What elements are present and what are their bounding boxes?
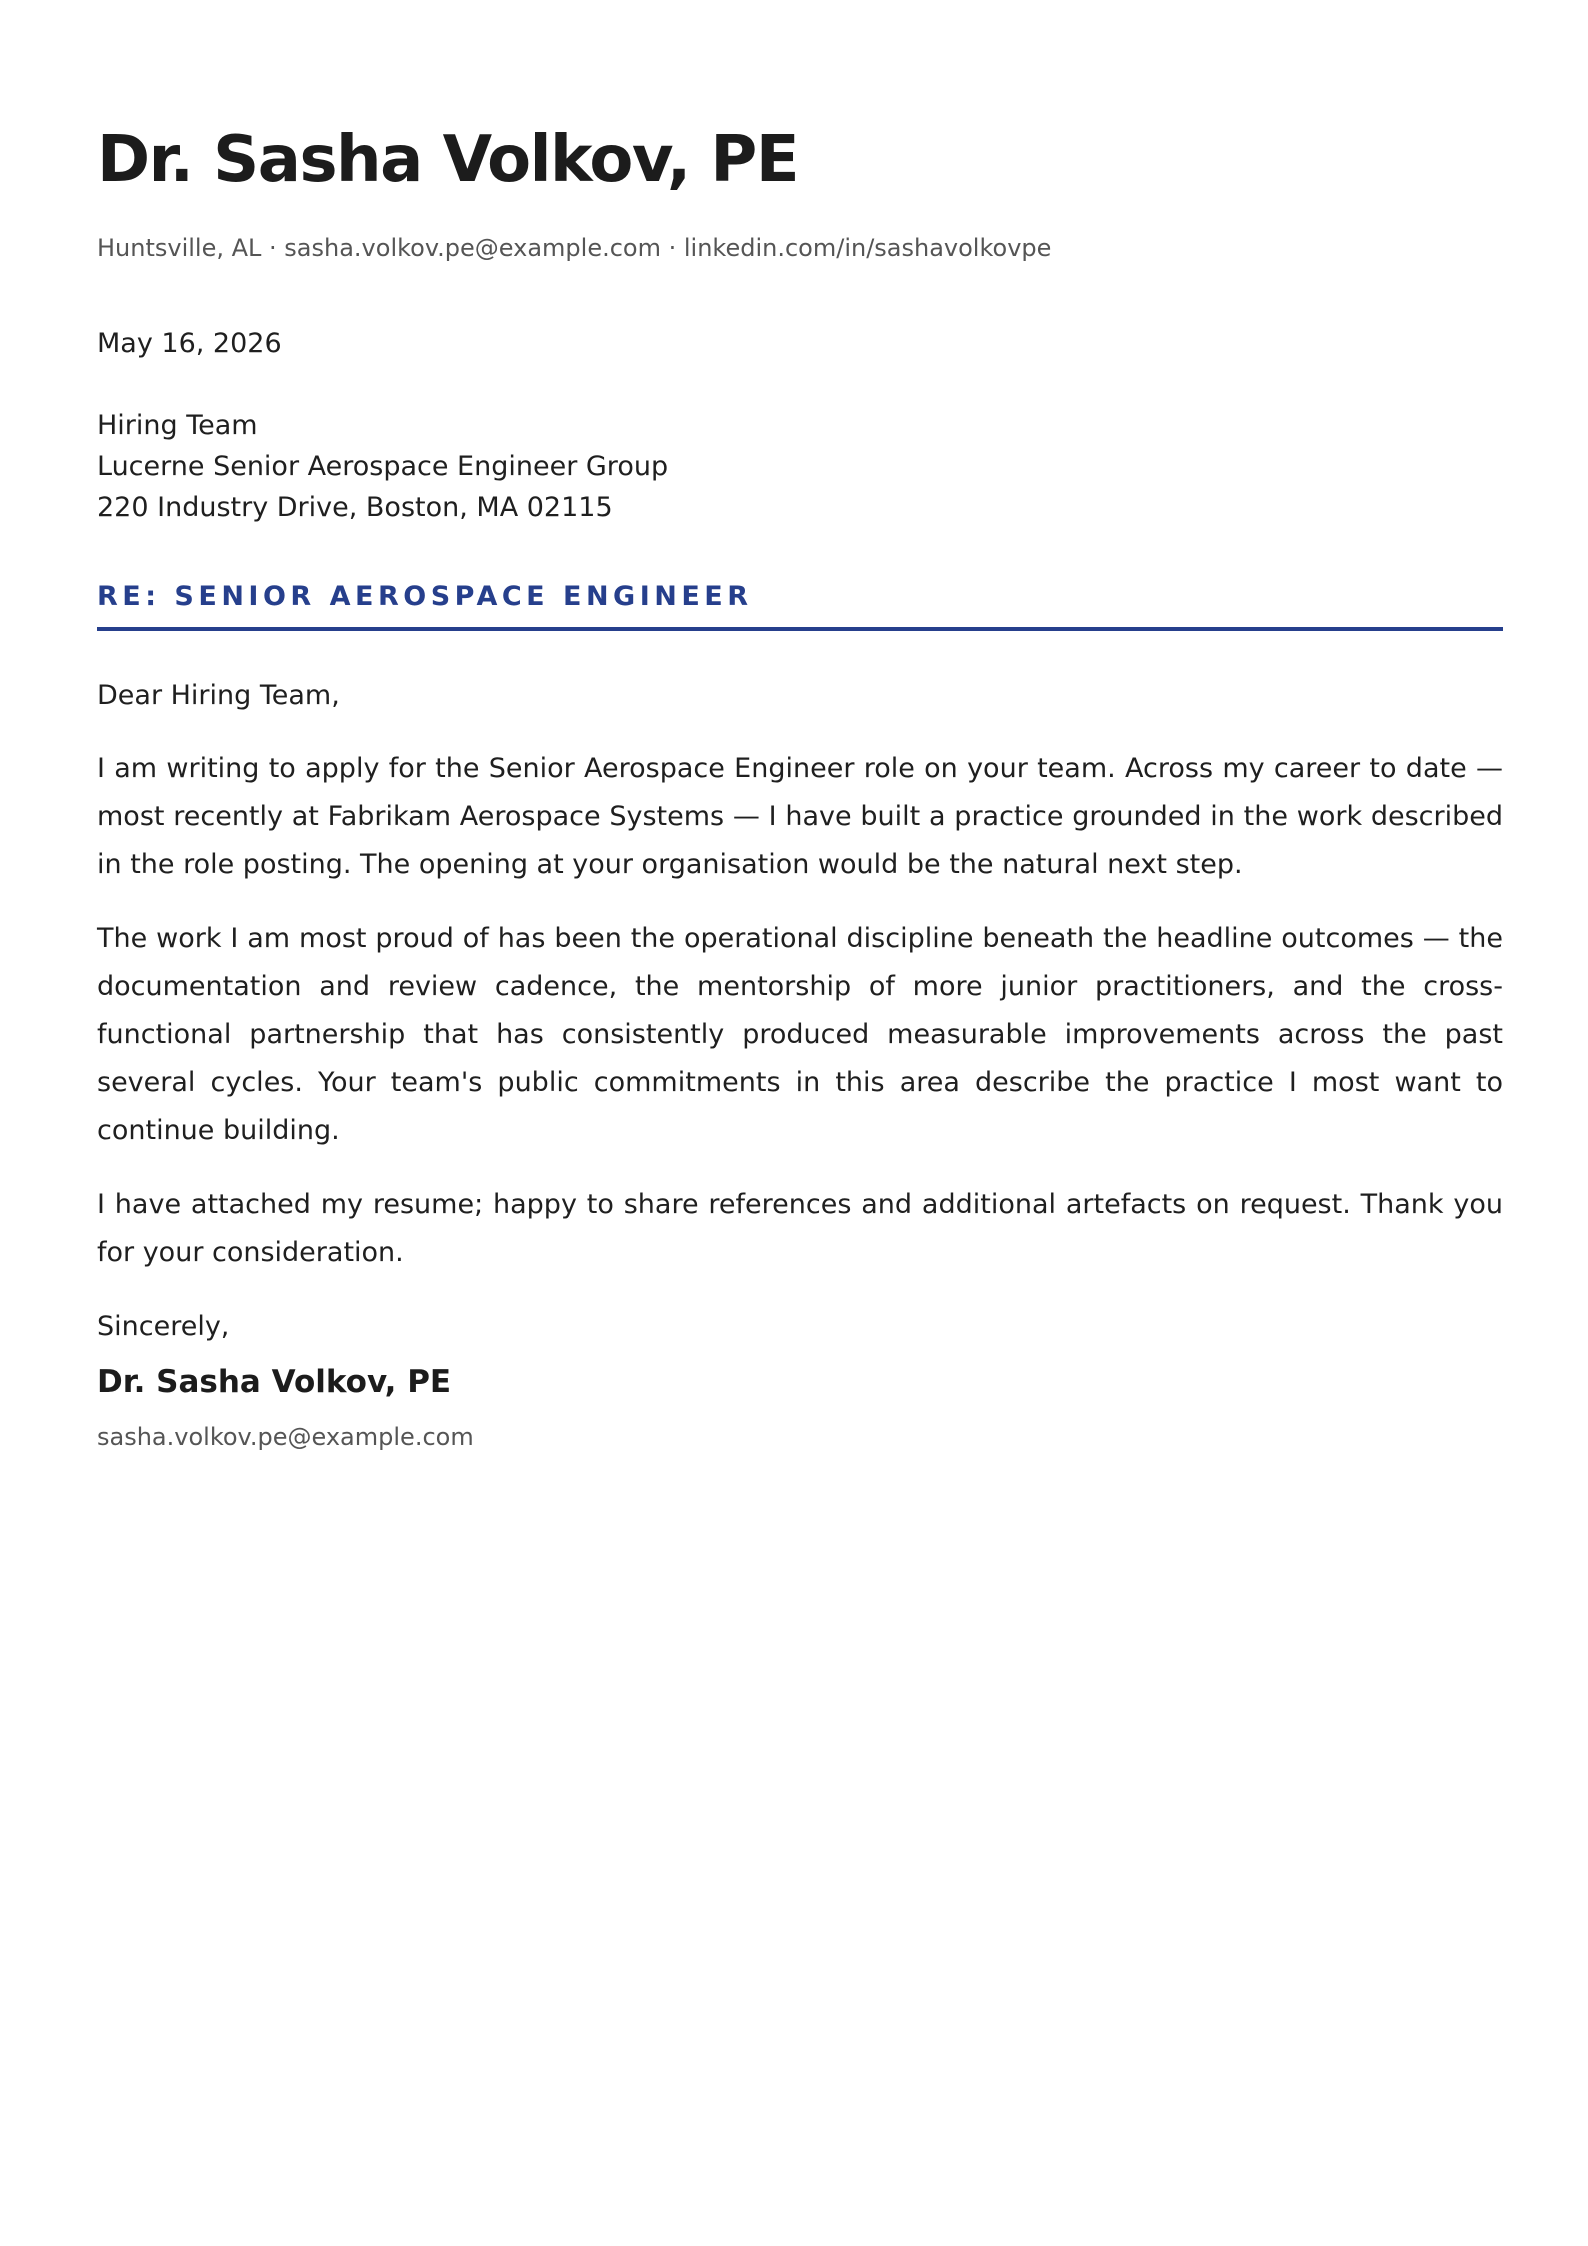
recipient-organization: Lucerne Senior Aerospace Engineer Group [97, 451, 669, 482]
recipient-line: Hiring Team [97, 410, 258, 441]
sender-name-heading: Dr. Sasha Volkov, PE [97, 123, 799, 197]
signature-name: Dr. Sasha Volkov, PE [97, 1364, 452, 1400]
body-paragraph: I have attached my resume; happy to share references and additional artefacts on request. Thank you for your consideration. [97, 1189, 1503, 1268]
recipient-address: 220 Industry Drive, Boston, MA 02115 [97, 492, 613, 523]
sender-contact-line: Huntsville, AL · sasha.volkov.pe@example.com · linkedin.com/in/sashavolkovpe [97, 234, 1052, 262]
body-paragraph: I am writing to apply for the Senior Aerospace Engineer role on your team. Across my career to date — most recently at Fabrikam Aerospace Systems — I have built a practice grounded in the work described in the role posting. The opening at your organisation would be the natural next step. [97, 753, 1503, 880]
letter-body [97, 672, 1503, 1351]
closing: Sincerely, [97, 1311, 230, 1342]
salutation: Dear Hiring Team, [97, 680, 340, 711]
subject-divider [97, 627, 1503, 631]
subject-heading: RE: SENIOR AEROSPACE ENGINEER [97, 581, 753, 612]
body-paragraph: The work I am most proud of has been the operational discipline beneath the headline outcomes — the documentation and review cadence, the mentorship of more junior practitioners, and the cross-functional partnership that has consistently produced measurable improvements across the past several cycles. Your team's public commitments in this area describe the practice I most want to continue building. [97, 923, 1503, 1146]
recipient-block [97, 405, 668, 528]
signature-email: sasha.volkov.pe@example.com [97, 1423, 474, 1451]
letter-date: May 16, 2026 [97, 328, 282, 359]
